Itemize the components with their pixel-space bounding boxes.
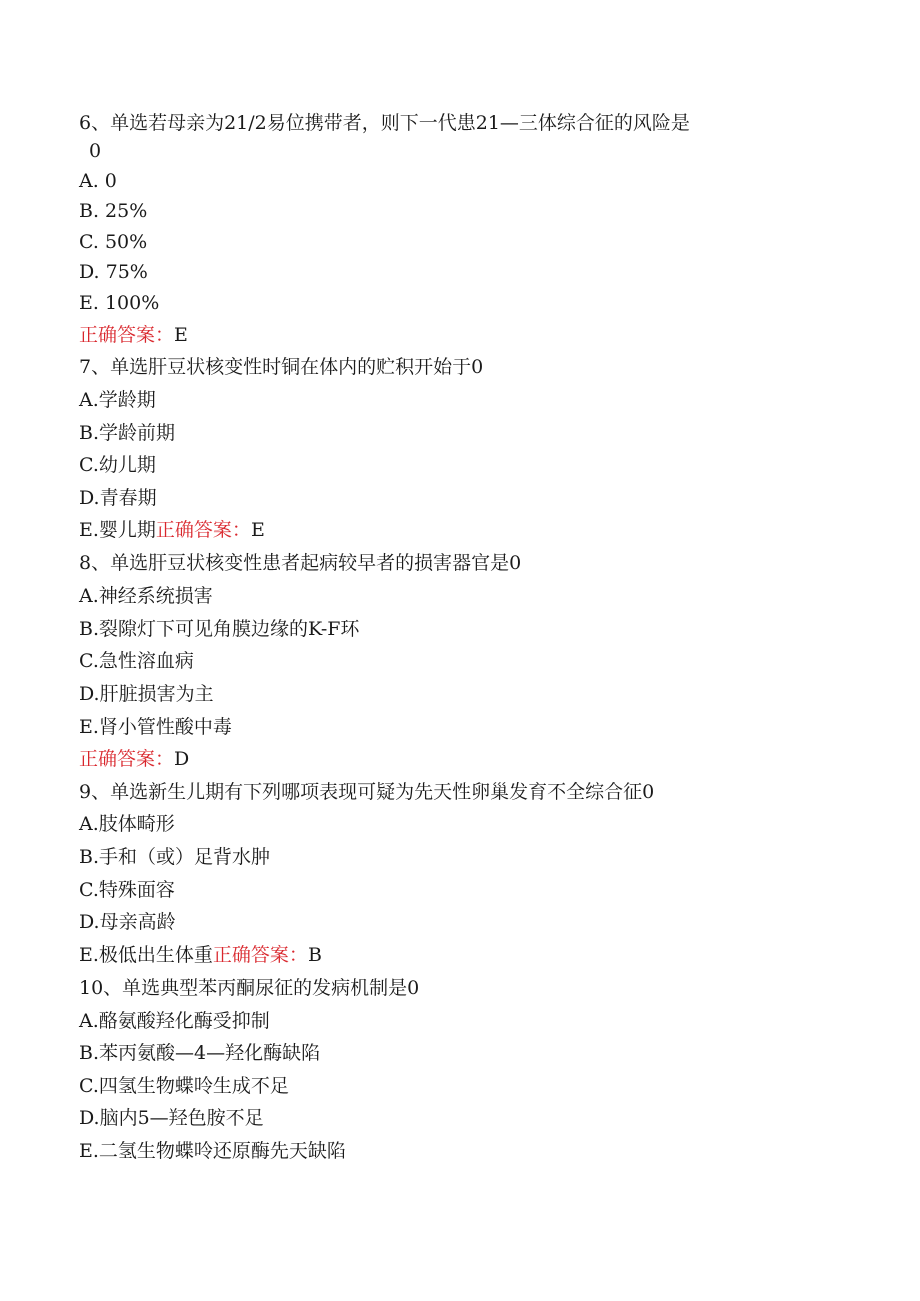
- question-7-stem: 7、单选肝豆状核变性时铜在体内的贮积开始于0: [79, 356, 484, 378]
- answer-value: E: [250, 519, 265, 541]
- question-9-option-d: D.母亲高龄: [79, 911, 176, 933]
- question-7-option-b: B.学龄前期: [79, 422, 176, 444]
- question-6-option-a: A. 0: [79, 170, 117, 192]
- answer-label: 正确答案：: [79, 324, 175, 346]
- question-10-option-b: B.苯丙氨酸—4—羟化酶缺陷: [79, 1042, 321, 1064]
- question-7-option-e: E.婴儿期: [79, 519, 156, 541]
- question-9-option-b: B.手和（或）足背水肿: [79, 846, 271, 868]
- question-6-answer: [79, 323, 188, 347]
- answer-label: 正确答案：: [79, 748, 175, 770]
- question-8-option-b: B.裂隙灯下可见角膜边缘的K-F环: [79, 618, 360, 640]
- question-7-option-a: A.学龄期: [79, 389, 156, 411]
- question-9-stem: 9、单选新生儿期有下列哪项表现可疑为先天性卵巢发育不全综合征0: [79, 781, 655, 803]
- answer-value: E: [174, 324, 188, 346]
- question-8-answer: [79, 747, 189, 771]
- answer-value: D: [174, 748, 190, 770]
- question-6-option-e: E. 100%: [79, 292, 160, 314]
- question-8-option-d: D.肝脏损害为主: [79, 683, 214, 705]
- question-9-option-e-answer: [79, 943, 322, 967]
- question-10-option-e: E.二氢生物蝶呤还原酶先天缺陷: [79, 1140, 346, 1162]
- question-7-option-e-answer: [79, 518, 265, 542]
- question-7-option-c: C.幼儿期: [79, 454, 156, 476]
- question-9-option-a: A.肢体畸形: [79, 813, 175, 835]
- question-6-stem: 6、单选若母亲为21/2易位携带者，则下一代患21—三体综合征的风险是: [79, 112, 690, 134]
- question-9-option-c: C.特殊面容: [79, 879, 175, 901]
- question-9-option-e: E.极低出生体重: [79, 944, 213, 966]
- question-8-stem: 8、单选肝豆状核变性患者起病较早者的损害器官是0: [79, 552, 522, 574]
- question-7-option-d: D.青春期: [79, 487, 157, 509]
- question-6-option-d: D. 75%: [79, 261, 148, 283]
- answer-label: 正确答案：: [155, 519, 251, 541]
- question-8-option-e: E.肾小管性酸中毒: [79, 716, 232, 738]
- answer-label: 正确答案：: [212, 944, 308, 966]
- question-8-option-c: C.急性溶血病: [79, 650, 194, 672]
- question-6-option-b: B. 25%: [79, 200, 148, 222]
- question-10-option-c: C.四氢生物蝶呤生成不足: [79, 1075, 289, 1097]
- question-6-stem-cont: 0: [89, 140, 102, 162]
- question-8-option-a: A.神经系统损害: [79, 585, 213, 607]
- answer-value: B: [307, 944, 322, 966]
- question-10-option-d: D.脑内5—羟色胺不足: [79, 1107, 264, 1129]
- question-6-option-c: C. 50%: [79, 231, 148, 253]
- question-10-stem: 10、单选典型苯丙酮尿征的发病机制是0: [79, 977, 420, 999]
- question-10-option-a: A.酪氨酸羟化酶受抑制: [79, 1010, 270, 1032]
